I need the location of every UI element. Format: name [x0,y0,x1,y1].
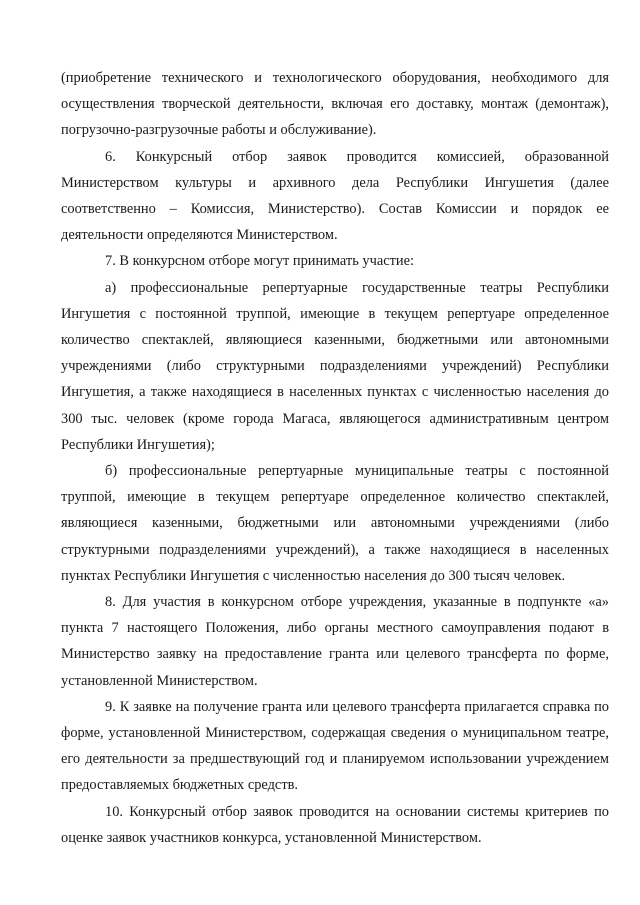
paragraph-item-6: 6. Конкурсный отбор заявок проводится комиссией, образованной Министерством культуры и архивного дела Республики Ингушетия (далее соответственно – Комиссия, Министерство). Состав Комиссии и порядок ее деятельности определяются Министерством. [61,148,609,244]
paragraph-item-9: 9. К заявке на получение гранта или целевого трансферта прилагается справка по форме, установленной Министерством, содержащая сведения о муниципальном театре, его деятельности за предшествующий год и планируемом использовании учреждением предоставляемых бюджетных средств. [61,698,609,794]
paragraph-item-10: 10. Конкурсный отбор заявок проводится на основании системы критериев по оценке заявок участников конкурса, установленной Министерством. [61,803,609,846]
paragraph-item-7b: б) профессиональные репертуарные муниципальные театры с постоянной труппой, имеющие в текущем репертуаре определенное количество спектаклей, являющиеся казенными, бюджетными или автономными учреждениями (либо структурными подразделениями учреждений), а также находящиеся в населенных пунктах Республики Ингушетия с численностью населения до 300 тысяч человек. [61,463,609,584]
paragraph-item-7a: а) профессиональные репертуарные государственные театры Республики Ингушетия с постоянной труппой, имеющие в текущем репертуаре определенное количество спектаклей, являющиеся казенными, бюджетными или автономными учреждениями (либо структурными подразделениями учреждений) Республики Ингушетия, а также находящиеся в населенных пунктах с численностью населения до 300 тыс. человек (кроме города Магаса, являющегося административным центром Республики Ингушетия); [61,279,609,453]
document-body [61,65,609,851]
paragraph-continuation: (приобретение технического и технологического оборудования, необходимого для осуществления творческой деятельности, включая его доставку, монтаж (демонтаж), погрузочно-разгрузочные работы и обслуживание). [61,70,609,139]
paragraph-item-8: 8. Для участия в конкурсном отборе учреждения, указанные в подпункте «а» пункта 7 настоящего Положения, либо органы местного самоуправления подают в Министерство заявку на предоставление гранта или целевого трансферта по форме, установленной Министерством. [61,594,609,689]
paragraph-item-7: 7. В конкурсном отборе могут принимать участие: [105,253,414,270]
